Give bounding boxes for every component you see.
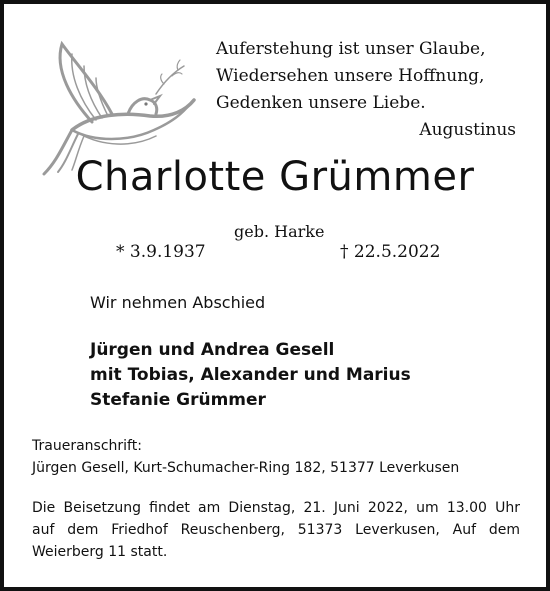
mourners-list [90, 338, 411, 413]
quote-line: Gedenken unsere Liebe. [216, 93, 426, 113]
mourner-line: mit Tobias, Alexander und Marius [90, 365, 411, 385]
farewell-text: Wir nehmen Abschied [90, 293, 266, 312]
address-value: Jürgen Gesell, Kurt-Schumacher-Ring 182, 51377 Leverkusen [32, 460, 460, 476]
funeral-line: Die Beisetzung findet am Dienstag, 21. Juni 2022, um 13.00 Uhr [32, 500, 520, 516]
funeral-details [32, 497, 520, 563]
memorial-quote [216, 36, 516, 144]
deceased-name: Charlotte Grümmer [75, 154, 475, 200]
born-name: geb. Harke [234, 222, 325, 241]
quote-author: Augustinus [419, 120, 516, 140]
mourner-line: Jürgen und Andrea Gesell [90, 340, 335, 360]
funeral-line: auf dem Friedhof Reuschenberg, 51373 Leverkusen, Auf dem [32, 522, 520, 538]
mourner-line: Stefanie Grümmer [90, 390, 266, 410]
quote-line: Wiedersehen unsere Hoffnung, [216, 66, 485, 86]
mourning-address [32, 435, 459, 479]
death-date: † 22.5.2022 [340, 242, 441, 262]
birth-date: * 3.9.1937 [116, 242, 206, 262]
address-label: Traueranschrift: [32, 438, 142, 454]
quote-line: Auferstehung ist unser Glaube, [216, 39, 486, 59]
funeral-line: Weierberg 11 statt. [32, 544, 168, 560]
